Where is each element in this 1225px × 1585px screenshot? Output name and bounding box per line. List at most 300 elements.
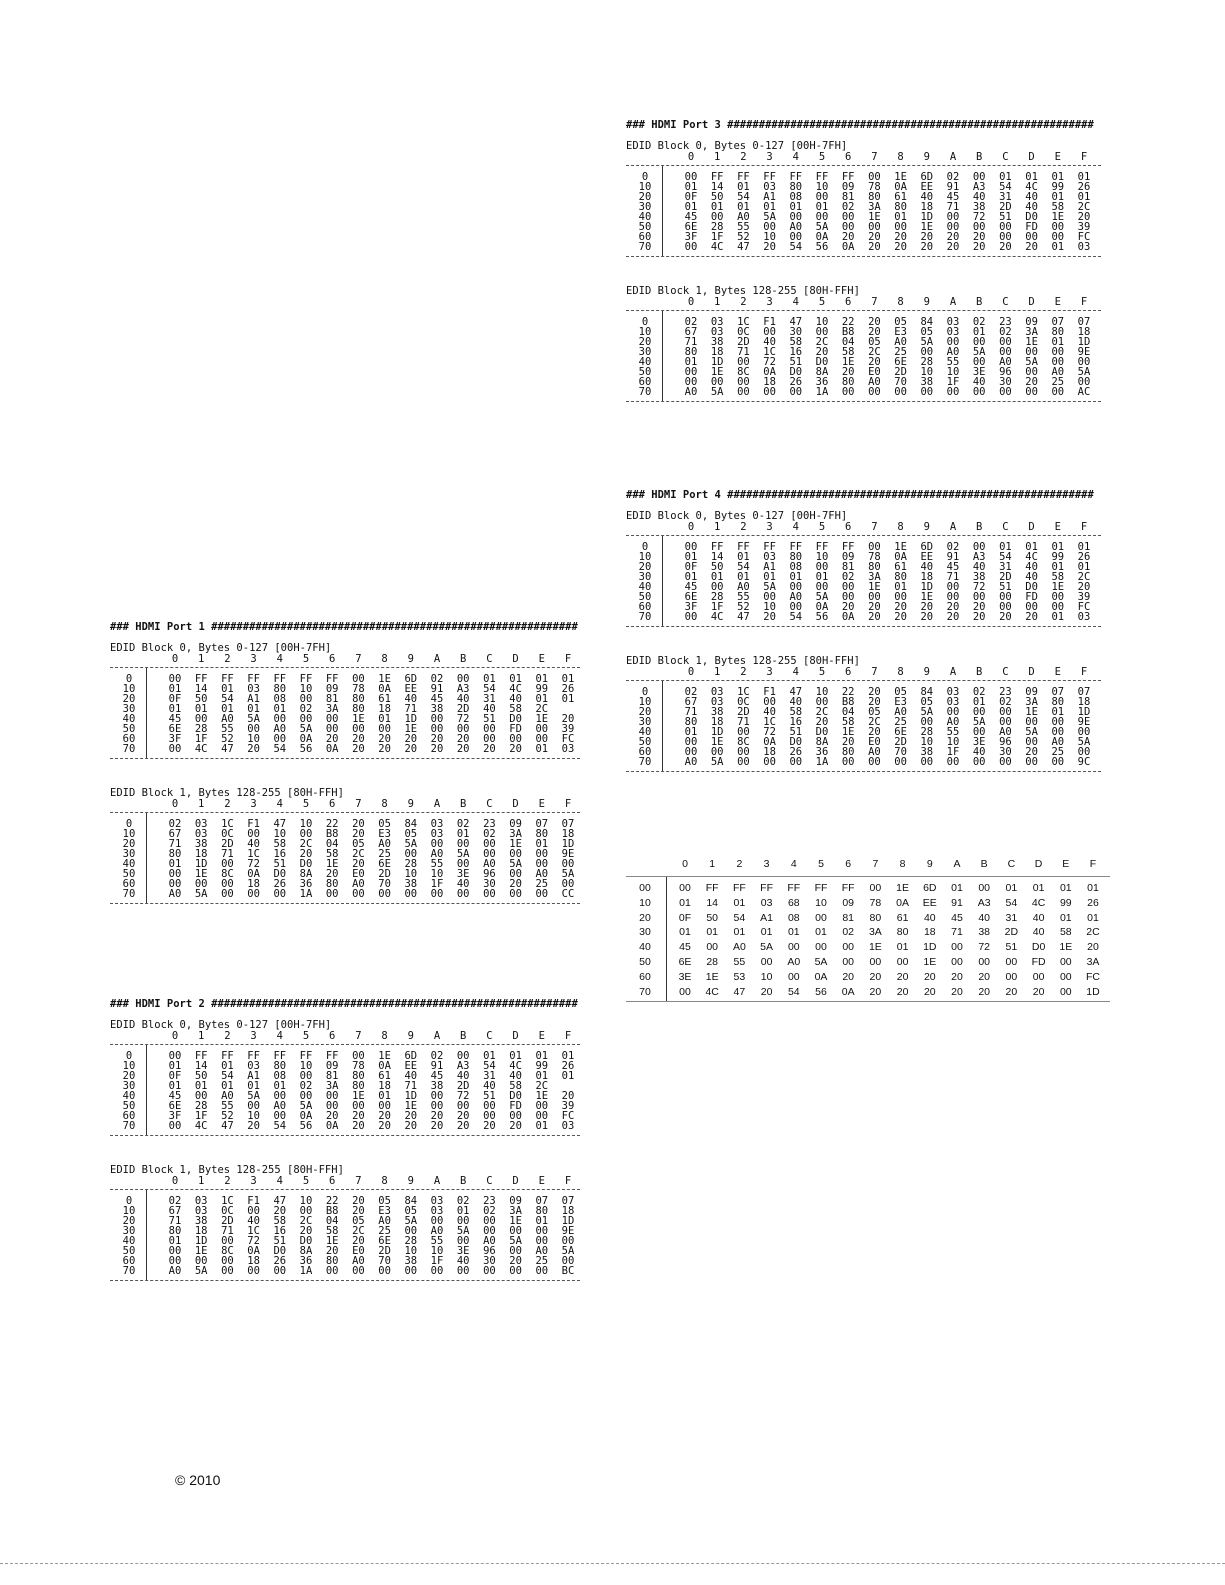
column-header: 7 [355, 1175, 362, 1187]
hex-byte: 2D [737, 336, 750, 348]
footer-rule [626, 401, 1101, 402]
hex-byte: 00 [737, 726, 750, 738]
hex-byte: 00 [841, 221, 855, 233]
column-header: 2 [740, 151, 747, 163]
hex-byte: 20 [456, 743, 470, 755]
hex-row [626, 242, 1101, 252]
hex-byte: 00 [247, 1265, 260, 1277]
hex-byte: 40 [920, 191, 934, 203]
hex-byte: 1D [710, 726, 724, 738]
hex-byte: 5A [814, 955, 828, 968]
row-offset-label: 60 [122, 1255, 136, 1267]
hex-byte: FD [1025, 221, 1038, 233]
hex-byte: 40 [923, 911, 936, 924]
hex-byte: 4C [509, 1060, 522, 1072]
column-header: 8 [899, 858, 906, 870]
hex-byte: FF [273, 1050, 287, 1062]
hex-byte: 3A [1086, 955, 1100, 968]
hex-byte: 4C [1031, 896, 1046, 909]
column-header: 8 [381, 798, 388, 810]
hex-byte: 20 [404, 1120, 418, 1132]
column-header: F [1080, 151, 1088, 163]
hex-byte: 58 [1051, 201, 1065, 213]
row-separator-bar [666, 877, 667, 1001]
hex-byte: FF [299, 1050, 313, 1062]
hex-byte: 00 [456, 723, 470, 735]
hex-byte: 81 [325, 1070, 339, 1082]
hex-grid [626, 667, 1101, 772]
hex-byte: 00 [273, 1110, 287, 1122]
hex-byte: 1A [299, 1265, 313, 1277]
hex-byte: 20 [868, 686, 881, 698]
hex-byte: 80 [168, 848, 182, 860]
hex-byte: 00 [763, 591, 776, 603]
hex-byte: 09 [842, 896, 855, 909]
hex-byte: 6D [404, 1050, 418, 1062]
hex-byte: 00 [946, 386, 960, 398]
hex-byte: 00 [168, 673, 182, 685]
hex-byte: 00 [946, 756, 960, 768]
hex-byte: 00 [1025, 231, 1038, 243]
hex-byte: A1 [247, 693, 260, 705]
row-offset-label: 10 [638, 181, 652, 193]
hex-byte: 00 [273, 733, 287, 745]
hex-byte: FF [247, 1050, 260, 1062]
hex-byte: AC [1077, 386, 1091, 398]
hex-byte: 00 [946, 211, 960, 223]
hex-byte: A0 [535, 1245, 549, 1257]
hex-byte: 26 [273, 1255, 287, 1267]
hex-byte: 0A [763, 366, 776, 378]
hex-byte: 05 [868, 706, 881, 718]
hex-byte: 00 [869, 955, 882, 968]
hex-byte: 01 [1087, 882, 1099, 894]
hex-byte: 00 [509, 1110, 522, 1122]
copyright-footer: © 2010 [175, 1472, 221, 1488]
hex-byte: 22 [325, 1195, 339, 1207]
hex-byte: 55 [221, 1100, 234, 1112]
hex-byte: 02 [168, 1195, 182, 1207]
hex-byte: D0 [299, 1235, 313, 1247]
row-offset-label: 30 [638, 201, 652, 213]
hex-byte: FF [194, 1050, 208, 1062]
hex-byte: FC [561, 733, 575, 745]
hex-byte: 03 [430, 1195, 444, 1207]
hex-byte: 40 [456, 693, 470, 705]
hex-byte: 56 [299, 743, 313, 755]
hex-byte: 01 [378, 713, 391, 725]
hex-byte: 4C [705, 985, 719, 998]
hex-byte: 00 [1025, 736, 1038, 748]
hex-byte: 16 [789, 346, 803, 358]
hex-grid [626, 852, 1110, 1002]
hex-byte: 80 [535, 828, 549, 840]
hex-byte: 45 [951, 911, 963, 924]
column-header: B [980, 858, 988, 870]
hex-byte: 31 [999, 561, 1012, 573]
hex-byte: 58 [509, 703, 522, 715]
hex-byte: 3A [868, 926, 882, 939]
hex-byte: 3A [325, 1080, 339, 1092]
hex-byte: 05 [894, 316, 907, 328]
hex-byte: 2D [221, 838, 234, 850]
hex-byte: 00 [247, 888, 260, 900]
hex-byte: 55 [221, 723, 234, 735]
column-header: 7 [355, 1030, 362, 1042]
column-header: 8 [897, 151, 904, 163]
hex-byte: 00 [535, 1265, 549, 1277]
hex-byte: 2C [1077, 571, 1091, 583]
hex-byte: 00 [999, 221, 1012, 233]
hex-byte: 00 [894, 756, 907, 768]
hex-byte: 00 [1059, 955, 1072, 968]
hex-byte: 00 [378, 888, 391, 900]
hex-byte: 03 [430, 1205, 444, 1217]
hex-byte: 25 [535, 878, 549, 890]
hex-byte: E0 [868, 736, 881, 748]
hex-byte: 6D [923, 882, 937, 894]
hex-byte: EE [404, 683, 418, 695]
hex-byte: 00 [815, 911, 827, 924]
hex-byte: 00 [325, 723, 339, 735]
row-offset-label: 30 [122, 848, 136, 860]
hex-byte: 20 [325, 733, 339, 745]
hex-byte: 45 [430, 1070, 444, 1082]
hex-byte: 01 [894, 211, 907, 223]
hex-byte: 00 [483, 838, 496, 850]
column-header: 2 [740, 666, 747, 678]
hex-byte: 00 [737, 356, 750, 368]
hex-byte: 20 [760, 985, 773, 998]
hex-byte: 00 [325, 1100, 339, 1112]
hex-byte: B8 [325, 828, 339, 840]
hex-byte: F1 [763, 686, 776, 698]
hex-byte: 23 [483, 818, 496, 830]
hex-byte: 00 [509, 1245, 522, 1257]
hex-byte: 20 [896, 970, 909, 983]
hex-byte: 28 [920, 726, 934, 738]
hex-byte: 1C [247, 1225, 260, 1237]
hex-byte: 01 [1025, 541, 1038, 553]
hex-byte: 38 [710, 706, 724, 718]
hex-byte: 20 [868, 316, 881, 328]
row-separator-bar [146, 813, 147, 903]
hex-byte: FF [763, 171, 776, 183]
hex-byte: 05 [868, 336, 881, 348]
hex-byte: 00 [456, 858, 470, 870]
footer-rule [626, 771, 1101, 772]
hex-byte: 3A [1025, 696, 1038, 708]
hex-byte: 10 [946, 366, 960, 378]
hex-byte: 0A [815, 601, 829, 613]
hex-byte: 78 [869, 896, 882, 909]
column-header: 4 [276, 798, 283, 810]
hex-byte: 00 [535, 1100, 549, 1112]
hex-byte: 00 [168, 1245, 182, 1257]
hex-byte: 00 [946, 591, 960, 603]
hex-byte: 80 [868, 191, 881, 203]
hex-byte: 78 [352, 683, 365, 695]
hex-byte: 00 [378, 1100, 391, 1112]
hex-byte: 1E [535, 713, 549, 725]
hex-byte: 01 [972, 326, 986, 338]
column-header: 1 [714, 296, 721, 308]
hex-byte: 18 [1077, 696, 1091, 708]
hex-byte: 00 [430, 723, 444, 735]
hex-byte: 00 [535, 1110, 549, 1122]
hex-byte: 1C [221, 1195, 234, 1207]
hex-byte: 01 [1051, 336, 1065, 348]
hex-byte: 56 [815, 985, 827, 998]
edid-summary-table [626, 852, 1110, 1002]
hex-byte: 47 [737, 611, 750, 623]
hex-byte: 00 [535, 888, 549, 900]
hex-byte: 53 [733, 970, 746, 983]
hex-byte: 28 [194, 723, 208, 735]
hex-byte: 70 [894, 746, 907, 758]
hex-byte: 1F [430, 878, 444, 890]
hex-byte: 0F [678, 911, 692, 924]
hex-byte: 00 [168, 868, 182, 880]
hex-byte: 20 [896, 985, 909, 998]
hex-byte: 6E [168, 723, 182, 735]
hex-byte: 70 [378, 1255, 391, 1267]
hex-byte: 00 [710, 211, 724, 223]
hex-byte: D0 [273, 1245, 287, 1257]
hex-byte: 00 [710, 581, 724, 593]
column-header-row [626, 297, 1101, 310]
hex-byte: 07 [1077, 686, 1091, 698]
hex-byte: 02 [430, 1050, 444, 1062]
hex-byte: 20 [325, 1110, 339, 1122]
hex-byte: 61 [896, 911, 909, 924]
hex-byte: 61 [378, 693, 391, 705]
hex-byte: 1E [920, 221, 934, 233]
column-header: F [564, 1030, 572, 1042]
column-header: F [564, 1175, 572, 1187]
hex-byte: 05 [378, 818, 391, 830]
hex-byte: A3 [456, 683, 470, 695]
hex-byte: 00 [920, 756, 934, 768]
hex-byte: 40 [1025, 191, 1038, 203]
hex-byte: 45 [679, 941, 691, 954]
column-header: D [1028, 151, 1035, 163]
hex-byte: 0F [168, 1070, 182, 1082]
hex-byte: FD [1025, 591, 1038, 603]
hex-grid [626, 522, 1101, 627]
hex-row [110, 744, 580, 754]
hex-byte: FF [710, 541, 724, 553]
hex-byte: 20 [1032, 985, 1045, 998]
row-offset-label: 60 [638, 376, 652, 388]
hex-byte: 00 [789, 601, 803, 613]
hex-byte: 58 [789, 336, 803, 348]
row-separator-bar [662, 536, 663, 626]
row-offset-label: 30 [122, 1225, 136, 1237]
hex-grid [110, 654, 580, 759]
hex-byte: 72 [972, 211, 986, 223]
hex-byte: 05 [404, 1205, 418, 1217]
hex-byte: 71 [404, 1080, 418, 1092]
column-header: 9 [926, 858, 933, 870]
hex-byte: 47 [789, 686, 803, 698]
hex-byte: 00 [168, 1255, 182, 1267]
hex-byte: 80 [894, 201, 907, 213]
hex-byte: 18 [378, 703, 391, 715]
hex-byte: 1F [194, 733, 208, 745]
hex-byte: 58 [841, 346, 855, 358]
hex-byte: 55 [430, 1235, 444, 1247]
hex-byte: 25 [378, 848, 391, 860]
hex-byte: 40 [456, 1255, 470, 1267]
column-header: 1 [198, 1175, 205, 1187]
hex-byte: A0 [868, 376, 881, 388]
hex-byte: 36 [815, 746, 829, 758]
hex-byte: 71 [684, 706, 698, 718]
hex-byte: 5A [194, 1265, 208, 1277]
hex-byte: 05 [378, 1195, 391, 1207]
hex-byte: 00 [483, 1225, 496, 1237]
column-header: 1 [709, 858, 716, 870]
hex-byte: 54 [273, 743, 287, 755]
hex-byte: 61 [378, 1070, 391, 1082]
hex-byte: 00 [1005, 970, 1018, 983]
hex-byte: 30 [999, 746, 1012, 758]
hex-byte: 20 [841, 601, 855, 613]
hex-byte: 02 [999, 326, 1012, 338]
row-offset-label: 10 [122, 828, 136, 840]
row-offset-label: 60 [122, 733, 136, 745]
hex-byte: 40 [1025, 201, 1038, 213]
hex-byte: 54 [737, 561, 750, 573]
column-header: 4 [792, 151, 799, 163]
hex-byte: 10 [404, 1245, 418, 1257]
hex-byte: 01 [896, 941, 909, 954]
hex-byte: 99 [535, 683, 549, 695]
hex-byte: 40 [763, 336, 776, 348]
column-header-row [110, 1176, 580, 1189]
port-title: ### HDMI Port 4 ########################################################## [626, 489, 1094, 501]
hex-byte: 00 [679, 985, 691, 998]
hex-byte: 01 [1087, 911, 1099, 924]
hex-byte: 1E [920, 591, 934, 603]
hex-byte: 20 [946, 241, 960, 253]
hex-byte: D0 [1031, 941, 1046, 954]
hex-byte: 80 [168, 1225, 182, 1237]
hex-byte: 20 [378, 1110, 391, 1122]
hex-byte: 00 [535, 1235, 549, 1247]
hex-byte: D0 [815, 726, 829, 738]
hex-byte: E3 [894, 326, 907, 338]
hex-byte: 3F [168, 1110, 182, 1122]
hex-byte: 01 [760, 926, 773, 939]
hex-byte: 3E [456, 1245, 470, 1257]
hex-byte: A0 [378, 1215, 391, 1227]
hex-byte: 02 [946, 541, 960, 553]
column-header: 2 [224, 653, 231, 665]
hex-byte: 4C [710, 241, 724, 253]
hex-byte: 54 [787, 985, 800, 998]
hex-byte: 0F [168, 693, 182, 705]
hex-byte: 10 [920, 366, 934, 378]
row-separator-bar [662, 681, 663, 771]
hex-byte: FC [1077, 231, 1091, 243]
hex-byte: 01 [168, 1235, 182, 1247]
hex-byte: 80 [325, 1255, 339, 1267]
hex-byte: 1E [325, 858, 339, 870]
hex-byte: A0 [789, 221, 803, 233]
hex-byte: 00 [972, 386, 986, 398]
hex-byte: 25 [894, 716, 907, 728]
hex-byte: 00 [509, 1225, 522, 1237]
hex-byte: 00 [299, 828, 313, 840]
hex-byte: 01 [194, 703, 208, 715]
hex-byte: 20 [842, 970, 855, 983]
hex-byte: 00 [1051, 221, 1065, 233]
hex-byte: 20 [841, 736, 855, 748]
hex-byte: 18 [1077, 326, 1091, 338]
column-header: B [460, 653, 467, 665]
hex-byte: 80 [896, 926, 909, 939]
hex-byte: 20 [868, 356, 881, 368]
hex-byte: 2D [456, 1080, 470, 1092]
hex-byte: 20 [378, 1120, 391, 1132]
hex-byte: BC [561, 1265, 575, 1277]
hex-byte: 20 [978, 985, 991, 998]
hex-byte: 04 [841, 706, 855, 718]
hex-byte: 1E [404, 723, 418, 735]
hex-byte: 1A [299, 888, 313, 900]
hex-byte: 71 [951, 926, 963, 939]
hex-byte: 72 [763, 356, 776, 368]
hex-byte: 54 [483, 683, 496, 695]
hex-byte: 01 [1051, 541, 1065, 553]
hex-byte: 14 [706, 896, 719, 909]
hex-byte: 0A [894, 181, 907, 193]
hex-byte: FF [763, 541, 776, 553]
row-offset-label: 50 [638, 591, 652, 603]
hex-byte: 10 [430, 868, 444, 880]
hex-byte: FD [509, 723, 522, 735]
hex-byte: 91 [430, 1060, 444, 1072]
hex-byte: 18 [920, 571, 934, 583]
hex-byte: 96 [483, 868, 496, 880]
hex-byte: 1E [509, 838, 522, 850]
hex-byte: 20 [999, 611, 1012, 623]
hex-byte: 02 [456, 1195, 470, 1207]
hex-byte: 9E [561, 1225, 575, 1237]
hex-byte: FF [841, 171, 855, 183]
column-header: B [976, 666, 983, 678]
hex-byte: 00 [456, 888, 470, 900]
hex-byte: 22 [841, 686, 855, 698]
column-header-row [626, 852, 1110, 876]
hex-byte: 80 [841, 746, 855, 758]
hex-byte: 00 [221, 878, 234, 890]
hex-byte: 00 [946, 706, 960, 718]
hex-byte: 70 [894, 376, 907, 388]
hex-byte: F1 [247, 1195, 260, 1207]
column-header: 9 [407, 798, 414, 810]
hex-byte: 71 [737, 346, 750, 358]
hex-byte: EE [404, 1060, 418, 1072]
hex-byte: 14 [710, 551, 724, 563]
hex-byte: 51 [789, 356, 803, 368]
column-header-row [626, 522, 1101, 535]
hex-byte: 00 [456, 1265, 470, 1277]
hex-byte: 20 [456, 1110, 470, 1122]
column-header: 3 [766, 296, 773, 308]
